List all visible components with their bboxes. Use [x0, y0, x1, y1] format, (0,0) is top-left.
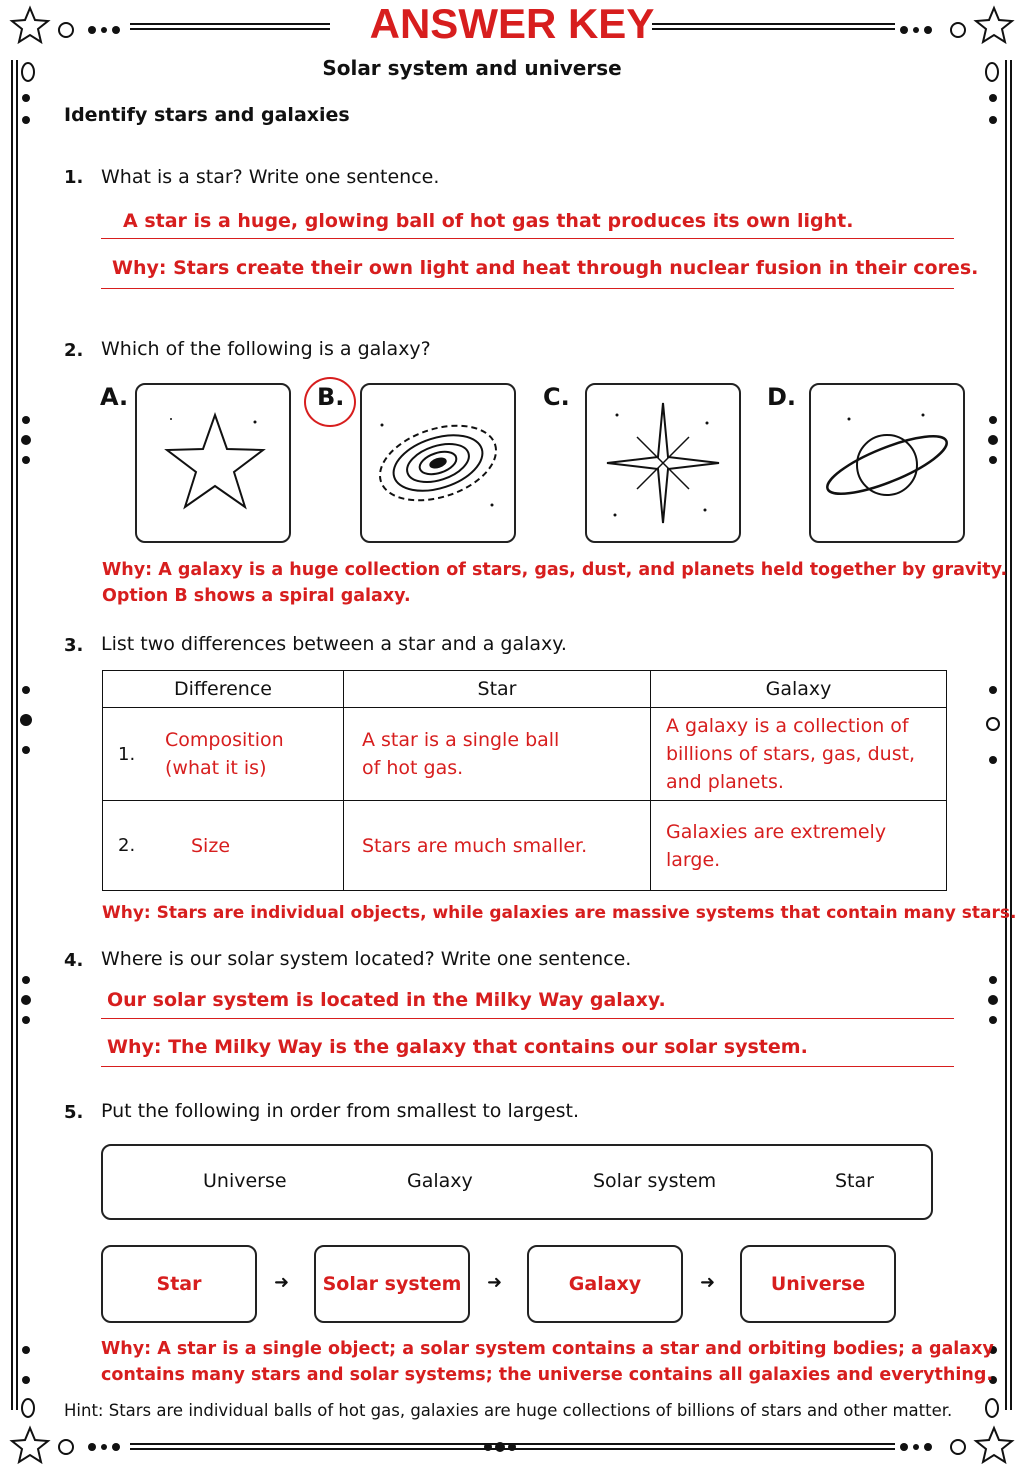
order-answer-label: Universe [770, 1273, 866, 1295]
question-4-why: Why: The Milky Way is the galaxy that contains our solar system. [107, 1036, 808, 1058]
option-c-box[interactable] [585, 383, 741, 543]
word-bank-item: Galaxy [407, 1170, 473, 1192]
table-cell [103, 708, 344, 801]
galaxy-answer: A galaxy is a collection of billions of stars, gas, dust, and planets. [666, 715, 916, 793]
table-cell [651, 801, 947, 891]
option-a-letter: A. [100, 383, 129, 411]
question-3-why: Why: Stars are individual objects, while galaxies are massive systems that contain many stars. [102, 903, 1017, 923]
table-header: Galaxy [651, 671, 947, 708]
difference-label: Composition (what it is) [165, 729, 284, 779]
question-2-text: Which of the following is a galaxy? [101, 338, 431, 360]
question-2-why: Why: A galaxy is a huge collection of stars, gas, dust, and planets held together by gravity. [102, 560, 1008, 580]
question-2-number: 2. [64, 340, 84, 361]
arrow-right-icon: ➜ [274, 1272, 290, 1293]
hint-text: Hint: Stars are individual balls of hot gas, galaxies are huge collections of billions of stars and other matter. [64, 1401, 953, 1420]
order-answer-label: Solar system [322, 1273, 462, 1295]
question-4-answer: Our solar system is located in the Milky Way galaxy. [107, 989, 666, 1011]
question-1-number: 1. [64, 167, 84, 188]
table-cell [103, 801, 344, 891]
order-answer-box [527, 1245, 683, 1323]
table-row [103, 801, 947, 891]
question-1-answer: A star is a huge, glowing ball of hot gas that produces its own light. [123, 210, 854, 232]
order-answer-box [314, 1245, 470, 1323]
row-number: 1. [118, 743, 136, 765]
page-title: ANSWER KEY [369, 0, 655, 47]
question-1-why: Why: Stars create their own light and heat through nuclear fusion in their cores. [112, 257, 979, 279]
question-5-why: Why: A star is a single object; a solar system contains a star and orbiting bodies; a galaxy [101, 1339, 994, 1359]
option-b-box[interactable] [360, 383, 516, 543]
question-5-why-line2: contains many stars and solar systems; the universe contains all galaxies and everything. [101, 1365, 994, 1385]
table-cell [651, 708, 947, 801]
option-b-letter: B. [317, 383, 345, 411]
question-1-text: What is a star? Write one sentence. [101, 166, 440, 188]
table-cell [344, 708, 651, 801]
question-4-text: Where is our solar system located? Write one sentence. [101, 948, 632, 970]
table-cell [344, 801, 651, 891]
option-d-box[interactable] [809, 383, 965, 543]
star-answer: A star is a single ball of hot gas. [362, 729, 560, 779]
word-bank-box [101, 1144, 933, 1220]
order-answer-label: Galaxy [568, 1273, 642, 1295]
option-d-letter: D. [767, 383, 797, 411]
word-bank-item: Universe [203, 1170, 287, 1192]
page-subtitle: Solar system and universe [322, 56, 622, 80]
row-number: 2. [118, 835, 136, 856]
section-title: Identify stars and galaxies [64, 104, 350, 126]
option-c-letter: C. [543, 383, 570, 411]
order-answer-box [740, 1245, 896, 1323]
answer-line [101, 1066, 954, 1067]
arrow-right-icon: ➜ [700, 1272, 716, 1293]
table-row [103, 708, 947, 801]
question-4-number: 4. [64, 950, 84, 971]
order-answer-label: Star [156, 1273, 202, 1295]
spiral-galaxy-icon [362, 385, 514, 541]
arrow-right-icon: ➜ [487, 1272, 503, 1293]
difference-table [102, 670, 947, 891]
galaxy-answer: Galaxies are extremely large. [666, 820, 887, 871]
table-header-row [103, 671, 947, 708]
sparkle-star-icon [587, 385, 739, 541]
difference-label: Size [191, 834, 231, 857]
answer-line [101, 238, 954, 239]
word-bank-item: Star [835, 1170, 874, 1192]
answer-line [101, 1018, 954, 1019]
order-answer-box [101, 1245, 257, 1323]
table-header: Star [344, 671, 651, 708]
question-3-text: List two differences between a star and a galaxy. [101, 633, 567, 655]
word-bank-item: Solar system [593, 1170, 717, 1192]
star-outline-icon [137, 385, 289, 541]
table-header: Difference [103, 671, 344, 708]
ringed-planet-icon [811, 385, 963, 541]
question-5-number: 5. [64, 1102, 84, 1123]
answer-line [101, 288, 954, 289]
question-3-number: 3. [64, 635, 84, 656]
question-5-text: Put the following in order from smallest to largest. [101, 1100, 579, 1122]
star-answer: Stars are much smaller. [362, 834, 588, 857]
option-a-box[interactable] [135, 383, 291, 543]
question-2-why-line2: Option B shows a spiral galaxy. [102, 586, 411, 606]
